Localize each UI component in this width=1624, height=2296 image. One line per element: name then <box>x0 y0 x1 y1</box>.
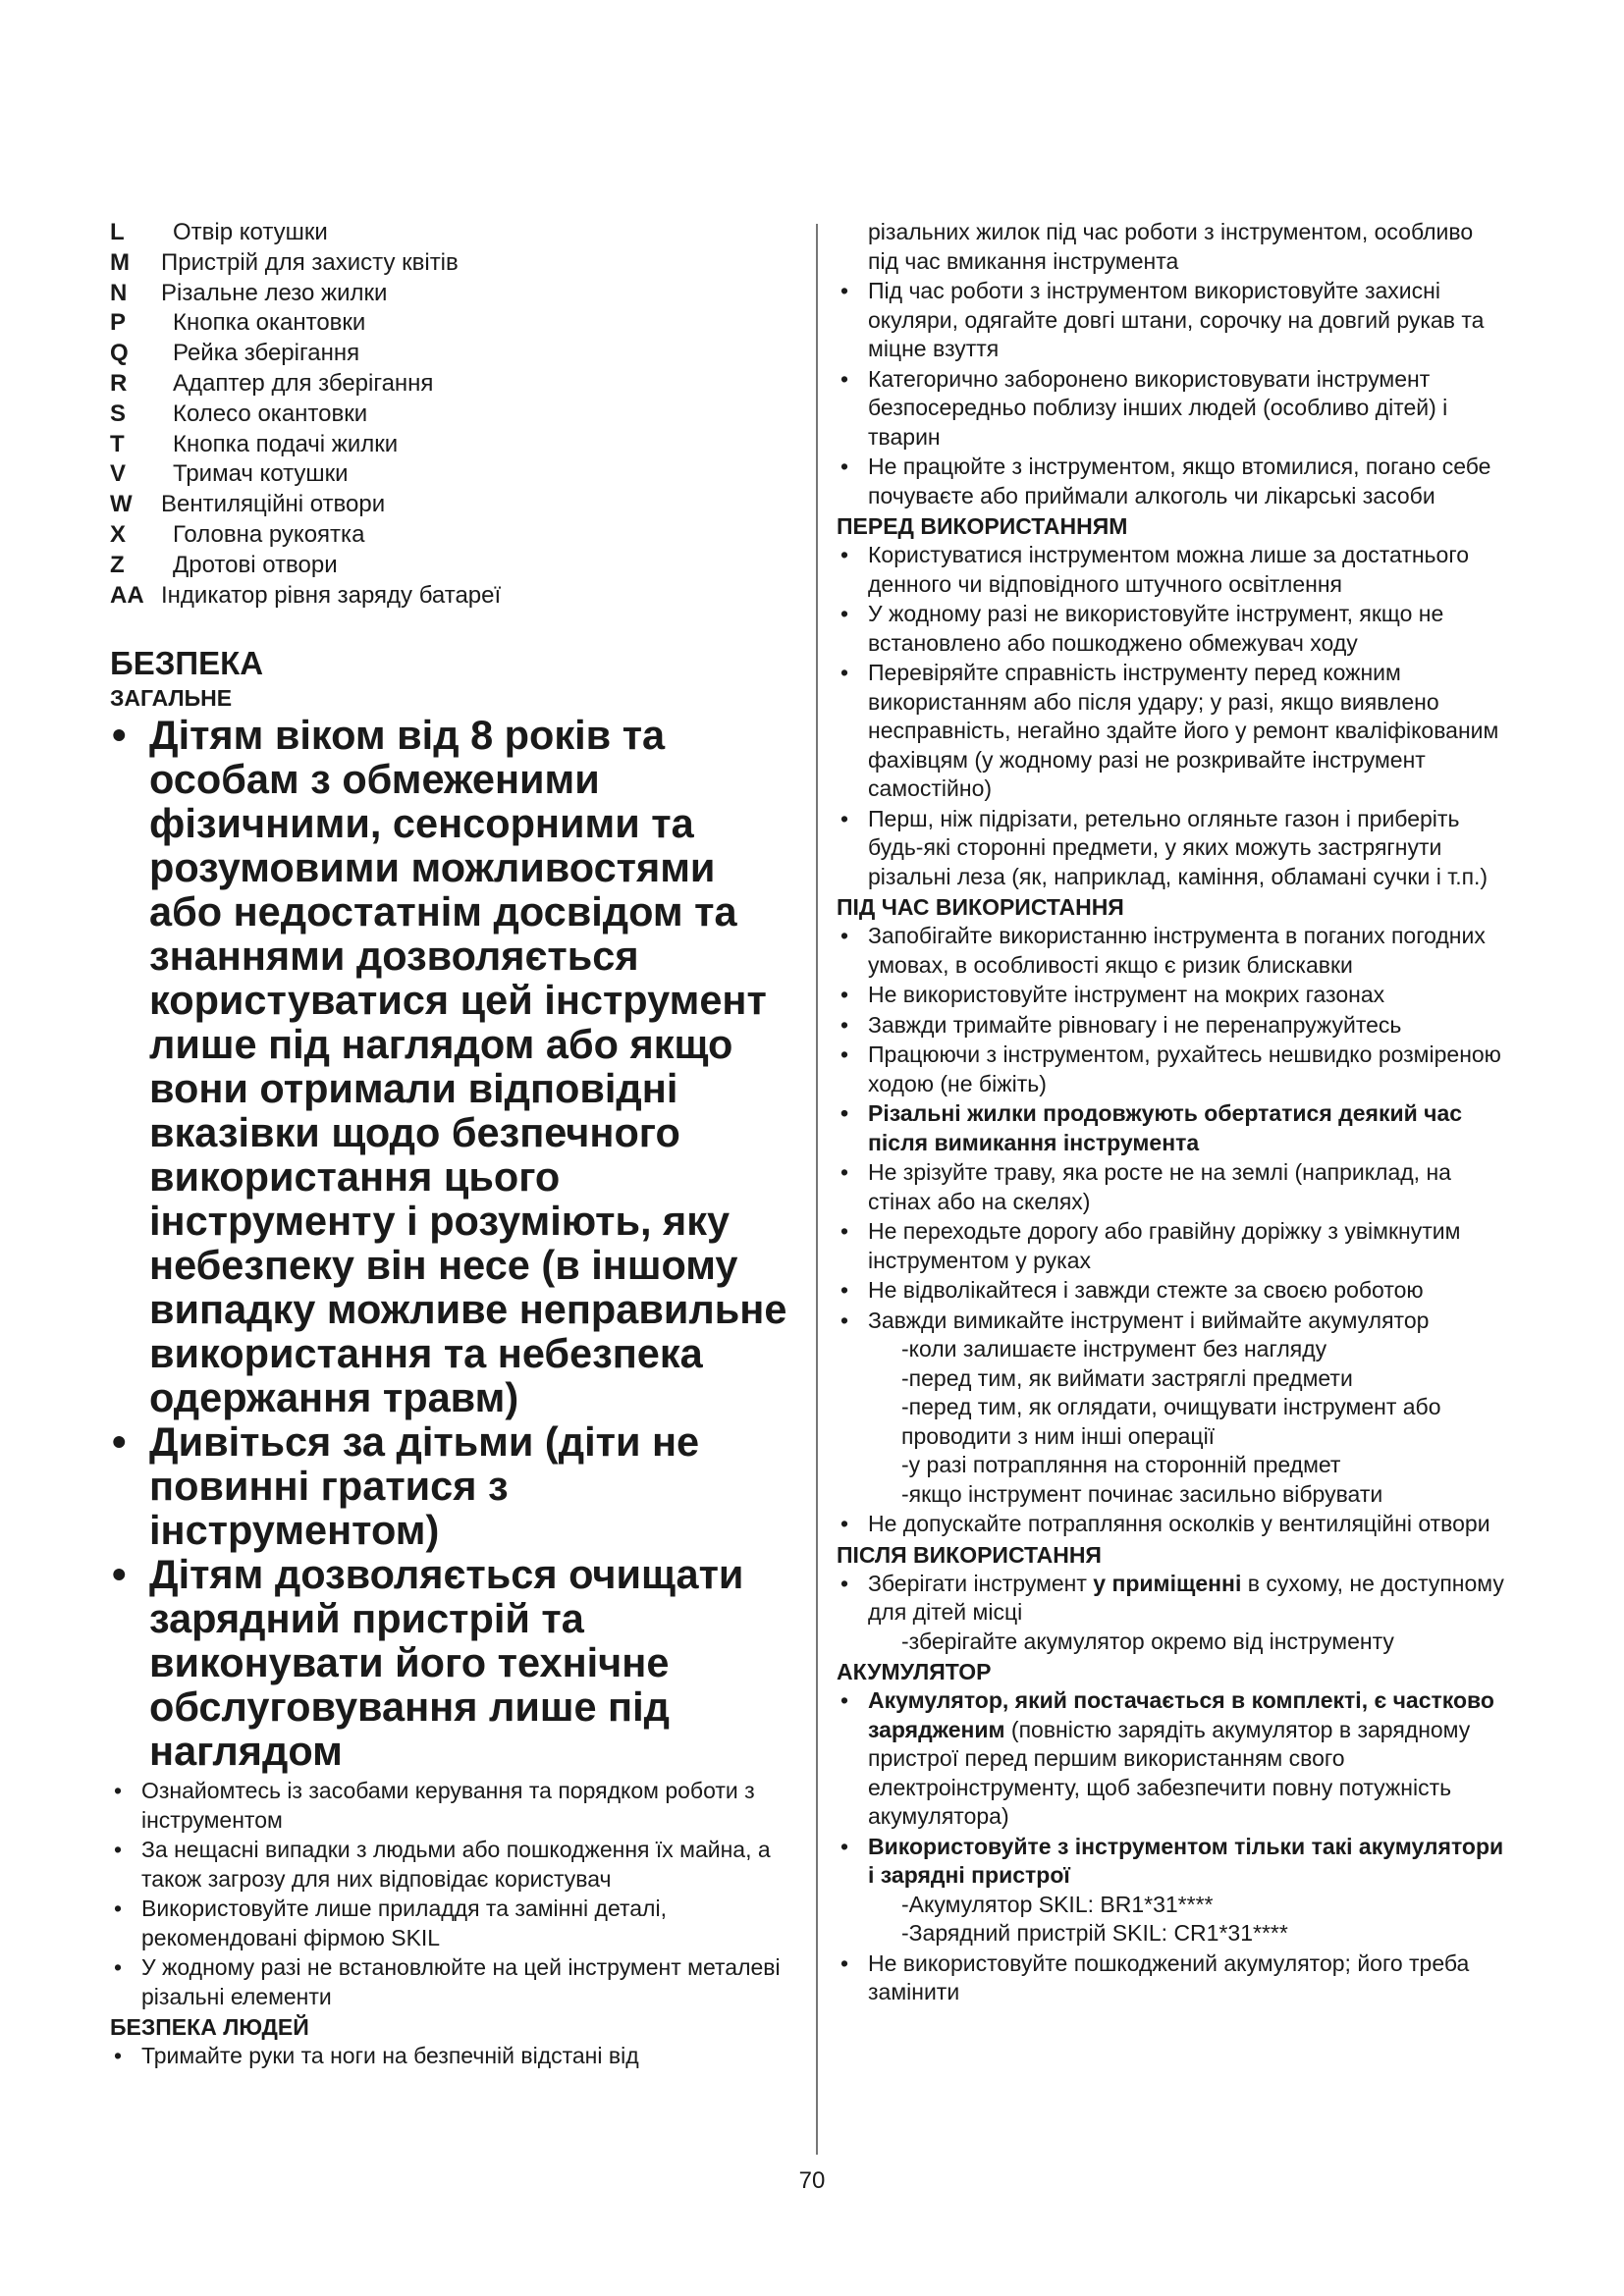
list-item: • Завжди тримайте рівновагу і не перенапружуйтесь <box>837 1011 1504 1041</box>
legend-label: Колесо окантовки <box>173 400 368 427</box>
legend-row <box>110 369 797 400</box>
list-item-continuation <box>837 218 1504 276</box>
legend-code: AA <box>110 581 144 609</box>
list-item: • Працюючи з інструментом, рухайтесь нешвидко розміреною ходою (не біжіть) <box>837 1041 1504 1098</box>
during-use-heading: ПІД ЧАС ВИКОРИСТАННЯ <box>837 894 1124 920</box>
legend-row <box>110 279 797 309</box>
storage-text-bold: у приміщенні <box>1093 1570 1242 1596</box>
list-item: • У жодному разі не використовуйте інструмент, якщо не встановлено або пошкоджено обмежувач ходу <box>837 600 1504 658</box>
children-warnings-list <box>110 713 797 1773</box>
battery-model: -Акумулятор SKIL: BR1*31**** <box>901 1891 1214 1917</box>
legend-row <box>110 520 797 551</box>
legend-label: Отвір котушки <box>173 219 328 245</box>
list-item: • Не допускайте потрапляння осколків у вентиляційні отвори <box>837 1510 1504 1539</box>
list-item: • Використовуйте лише приладдя та замінні деталі, рекомендовані фірмою SKIL <box>110 1895 797 1952</box>
column-divider <box>816 224 818 2155</box>
switch-off-case: -перед тим, як виймати застряглі предмети <box>901 1364 1353 1391</box>
legend-row <box>110 308 797 339</box>
battery-list <box>837 1686 1504 2007</box>
legend-row <box>110 551 797 581</box>
legend-row <box>110 400 797 430</box>
legend-label: Індикатор рівня заряду батареї <box>161 581 502 609</box>
switch-off-item <box>837 1307 1504 1510</box>
storage-text-a: Зберігати інструмент <box>868 1570 1094 1596</box>
list-item: • Перевіряйте справність інструменту перед кожним використанням або після удару; у разі, якщо виявлено несправність, негайно здайте його у ремонт кваліфікованим фахівцям (у жодному разі не розкривайте інструмент самостійно) <box>837 659 1504 804</box>
list-item: • Не використовуйте пошкоджений акумулятор; його треба замінити <box>837 1949 1504 2007</box>
list-item-bold: • Різальні жилки продовжують обертатися деякий час після вимикання інструмента <box>837 1099 1504 1157</box>
legend-row <box>110 339 797 369</box>
general-list <box>110 1777 797 2011</box>
legend-code: R <box>110 369 128 397</box>
legend-code: X <box>110 520 127 548</box>
legend-row <box>110 490 797 520</box>
list-item: • У жодному разі не встановлюйте на цей інструмент металеві різальні елементи <box>110 1953 797 2011</box>
battery-item-rest: (повністю зарядіть акумулятор в зарядному пристрої перед першим використанням свого електроінструменту, щоб забезпечити повну потужність акумулятора) <box>868 1716 1471 1829</box>
list-item: • Не зрізуйте траву, яка росте не на землі (наприклад, на стінах або на скелях) <box>837 1158 1504 1216</box>
legend-label: Різальне лезо жилки <box>161 279 388 306</box>
during-use-list <box>837 922 1504 1539</box>
list-item: • За нещасні випадки з людьми або пошкодження їх майна, а також загрозу для них відповідає користувач <box>110 1836 797 1894</box>
battery-item-bold: Використовуйте з інструментом тільки такі акумулятори і зарядні пристрої <box>868 1833 1504 1888</box>
legend-code: N <box>110 279 128 306</box>
switch-off-case: -перед тим, як оглядати, очищувати інструмент або проводити з ним інші операції <box>901 1394 1441 1449</box>
legend-label: Кнопка окантовки <box>173 309 366 337</box>
continuation-text: різальних жилок під час роботи з інструментом, особливо під час вмикання інструмента <box>868 219 1474 274</box>
legend-label: Вентиляційні отвори <box>161 491 386 518</box>
legend-row <box>110 218 797 248</box>
list-item: • Не працюйте з інструментом, якщо втомилися, погано себе почуваєте або приймали алкоголь чи лікарські засоби <box>837 453 1504 510</box>
right-column <box>837 218 1504 2008</box>
switch-off-case: -коли залишаєте інструмент без нагляду <box>901 1336 1327 1362</box>
list-item: • Під час роботи з інструментом використовуйте захисні окуляри, одягайте довгі штани, сорочку на довгий рукав та міцне взуття <box>837 277 1504 364</box>
switch-off-text: Завжди вимикайте інструмент і виймайте акумулятор <box>868 1307 1430 1333</box>
list-item: • Не використовуйте інструмент на мокрих газонах <box>837 981 1504 1010</box>
list-item: • Ознайомтесь із засобами керування та порядком роботи з інструментом <box>110 1777 797 1835</box>
storage-text-c: в сухому, не доступному для дітей місці <box>868 1570 1504 1625</box>
legend-code: S <box>110 400 127 427</box>
legend-label: Дротові отвори <box>173 551 338 578</box>
parts-legend <box>110 218 797 611</box>
legend-row <box>110 581 797 612</box>
legend-code: L <box>110 219 125 245</box>
legend-label: Рейка зберігання <box>173 340 360 367</box>
list-item: • Не відволікайтеся і завжди стежте за своєю роботою <box>837 1276 1504 1306</box>
legend-code: T <box>110 430 125 457</box>
children-warning-item: • Дітям віком від 8 років та особам з обмеженими фізичними, сенсорними та розумовими можливостями або недостатнім досвідом та знаннями дозволяється користуватися цей інструмент лише під наглядом або якщо вони отримали відповідні вказівки щодо безпечного використання цього інструменту і розуміють, яку небезпеку він несе (в іншому випадку можливе неправильне використання та небезпека одержання травм) <box>110 713 797 1419</box>
legend-label: Адаптер для зберігання <box>173 369 434 397</box>
general-heading: ЗАГАЛЬНЕ <box>110 685 233 712</box>
left-column <box>110 218 797 2072</box>
legend-code: W <box>110 491 133 518</box>
list-item: • Тримайте руки та ноги на безпечній відстані від <box>110 2042 797 2071</box>
children-warning-item: • Дивіться за дітьми (діти не повинні гратися з інструментом) <box>110 1419 797 1552</box>
legend-label: Пристрій для захисту квітів <box>161 248 459 276</box>
battery-item-bold: Акумулятор, який постачається в комплекті, є частково зарядженим <box>868 1687 1494 1742</box>
storage-sub: -зберігайте акумулятор окремо від інструменту <box>901 1628 1394 1654</box>
after-use-heading: ПІСЛЯ ВИКОРИСТАННЯ <box>837 1541 1102 1568</box>
switch-off-case: -у разі потрапляння на сторонній предмет <box>901 1452 1341 1477</box>
switch-off-case: -якщо інструмент починає засильно вібрувати <box>901 1480 1383 1507</box>
battery-item <box>837 1686 1504 1832</box>
list-item: • Категорично заборонено використовувати інструмент безпосередньо поблизу інших людей (особливо дітей) і тварин <box>837 365 1504 453</box>
people-safety-list <box>110 2042 797 2071</box>
legend-label: Головна рукоятка <box>173 520 365 548</box>
list-item: • Запобігайте використанню інструмента в поганих погодних умовах, в особливості якщо є ризик блискавки <box>837 922 1504 980</box>
legend-code: V <box>110 460 127 488</box>
charger-model: -Зарядний пристрій SKIL: CR1*31**** <box>901 1920 1288 1946</box>
legend-code: M <box>110 248 130 276</box>
legend-label: Тримач котушки <box>173 460 349 488</box>
after-use-list <box>837 1570 1504 1657</box>
legend-code: Q <box>110 340 129 367</box>
legend-label: Кнопка подачі жилки <box>173 430 399 457</box>
before-use-heading: ПЕРЕД ВИКОРИСТАННЯМ <box>837 513 1128 539</box>
legend-row <box>110 459 797 490</box>
legend-code: Z <box>110 551 125 578</box>
battery-heading: АКУМУЛЯТОР <box>837 1659 992 1684</box>
legend-row <box>110 430 797 460</box>
list-item: • Перш, ніж підрізати, ретельно огляньте газон і приберіть будь-які сторонні предмети, у яких можуть застрягнути різальні леза (як, наприклад, каміння, обламані сучки і т.п.) <box>837 805 1504 892</box>
storage-item <box>837 1570 1504 1657</box>
page-number: 70 <box>798 2167 826 2194</box>
people-safety-heading: БЕЗПЕКА ЛЮДЕЙ <box>110 2014 309 2041</box>
safety-title: БЕЗПЕКА <box>110 645 264 682</box>
before-use-list <box>837 541 1504 891</box>
list-item: • Користуватися інструментом можна лише за достатнього денного чи відповідного штучного освітлення <box>837 541 1504 599</box>
battery-item <box>837 1833 1504 1949</box>
children-warning-item: • Дітям дозволяється очищати зарядний пристрій та виконувати його технічне обслуговування лише під наглядом <box>110 1552 797 1773</box>
legend-code: P <box>110 309 127 337</box>
list-item: • Не переходьте дорогу або гравійну доріжку з увімкнутим інструментом у руках <box>837 1217 1504 1275</box>
people-safety-list-continued <box>837 218 1504 510</box>
legend-row <box>110 248 797 279</box>
